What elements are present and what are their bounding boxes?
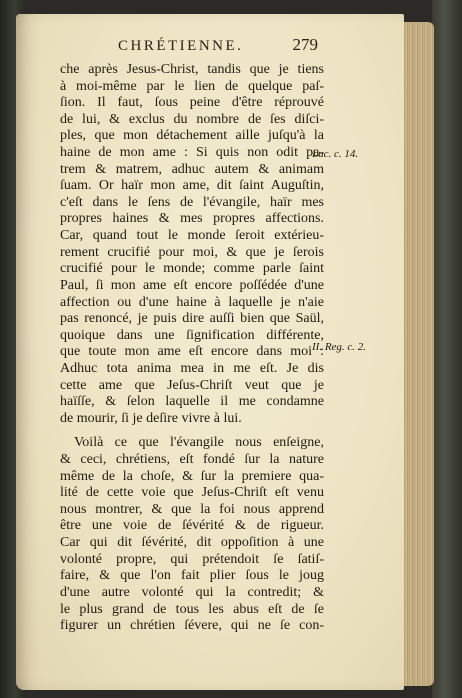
text-line: Voilà ce que l'évangile nous enſeigne,	[74, 435, 324, 451]
paragraph-2	[60, 435, 324, 634]
text-line: volonté propre, qui prétendoit ſe ſatiſ-	[60, 551, 324, 567]
text-line: même de la choſe, & ſur la premiere qua-	[60, 468, 324, 484]
text-line: ples, que mon détachement aille juſqu'à la	[60, 128, 324, 144]
text-line: Adhuc tota anima mea in me eſt. Je dis	[60, 360, 324, 376]
text-line: crucifié pour le monde; comme parle ſaint	[60, 261, 324, 277]
text-line: le plus grand de tous les abus eſt de ſe	[60, 601, 324, 617]
text-line: propres haines & mes propres affections.	[60, 211, 324, 227]
text-line: ſion. Il faut, ſous peine d'être réprouvé	[60, 95, 324, 111]
text-line: & ceci, chrétiens, eſt fondé ſur la nature	[60, 452, 324, 468]
paragraph-1	[60, 62, 324, 427]
text-line: haine de mon ame : Si quis non odit pa-	[60, 145, 324, 161]
text-line: figurer un chrétien ſévere, qui ne ſe con-	[60, 618, 324, 634]
text-line: quoique dans une ſignification différente,	[60, 327, 324, 343]
running-head: CHRÉTIENNE.	[118, 38, 244, 54]
margin-note-luke: Luc. c. 14.	[312, 148, 359, 160]
text-line: que toute mon ame eſt encore dans moi :	[60, 344, 324, 360]
text-line: affection ou d'une haine à laquelle je n'aie	[60, 294, 324, 310]
text-line: d'une autre volonté qui la contredit; &	[60, 584, 324, 600]
book-cover-right	[432, 0, 462, 698]
text-line: Car, quand tout le monde ſeroit extérieu-	[60, 228, 324, 244]
text-line: lité de cette voie que Jeſus-Chriſt eſt venu	[60, 485, 324, 501]
text-line: haïſſe, & ſelon laquelle il me condamne	[60, 394, 324, 410]
text-line: nous montrer, & que la foi nous apprend	[60, 501, 324, 517]
text-line: rement crucifié pour moi, & que je ſerois	[60, 244, 324, 260]
text-line: ſuam. Or haïr mon ame, dit ſaint Auguſtin,	[60, 178, 324, 194]
text-line: che après Jesus-Christ, tandis que je tiens	[60, 62, 324, 77]
text-line: cette ame que Jeſus-Chriſt veut que je	[60, 377, 324, 393]
text-line: être une voie de ſévérité & de rigueur.	[60, 518, 324, 534]
text-line: Car qui dit ſévérité, dit oppoſition à une	[60, 535, 324, 551]
text-line: Paul, ſi mon ame eſt encore poſſédée d'une	[60, 277, 324, 293]
text-line: de mourir, ſi je deſire vivre à lui.	[60, 410, 242, 426]
text-line: à moi-même par le lien de quelque paſ-	[60, 78, 324, 94]
body-text	[60, 62, 324, 635]
text-line: c'eſt dans le ſens de l'évangile, haïr mes	[60, 194, 324, 210]
text-line: faire, & que l'on fait plier ſous le joug	[60, 568, 324, 584]
page-number: 279	[292, 35, 318, 54]
text-line: de lui, & exclus du nombre de ſes diſci-	[60, 111, 324, 127]
text-line: trem & matrem, adhuc autem & animam	[60, 161, 324, 177]
text-line: pas renoncé, je puis dire auſſi bien que Saül,	[60, 311, 324, 327]
page-header	[118, 35, 318, 63]
margin-note-samuel: II. Reg. c. 2.	[312, 341, 367, 353]
